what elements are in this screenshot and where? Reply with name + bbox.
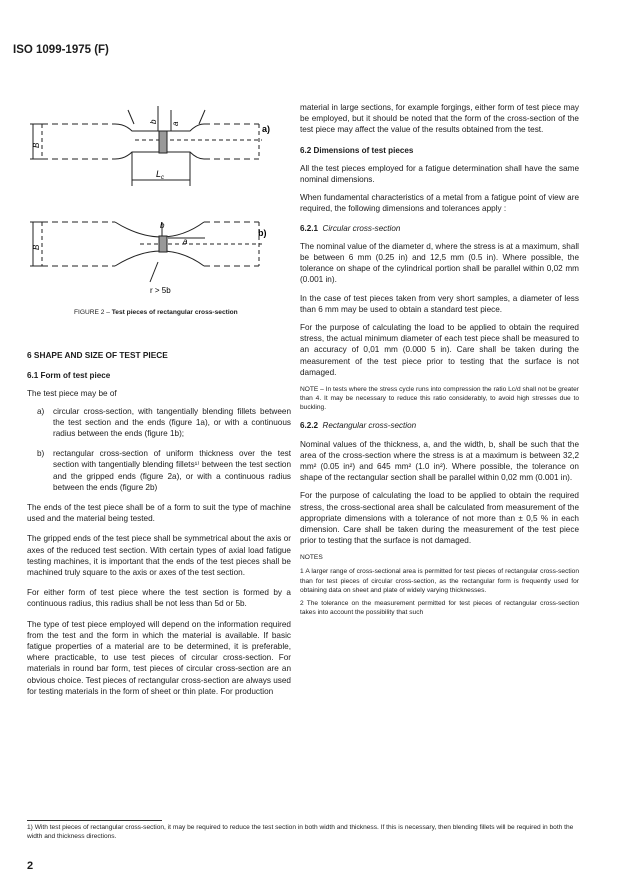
paragraph: The gripped ends of the test piece shall be symmetrical about the axis or axes of the reduced test section. With certain types of axial load fatigue testing machines, it is important that the ends of the test pieces shall be machined truly square to the axis or axes of the test section. [27, 534, 291, 578]
paragraph: material in large sections, for example forgings, either form of test piece may be employed, but it should be noted that the form of the cross-section of the test piece may affect the value of the results obtained from the test. [300, 103, 579, 135]
figure-2-drawing [27, 100, 287, 300]
dim-Lc: $L_c$ [156, 169, 165, 181]
section-6-1-heading: 6.1 Form of test piece [27, 371, 111, 381]
list-item: b) rectangular cross-section of uniform thickness over the test section with tangentially blending fillets¹⁾ between the test section and the gripped ends (figure 2a), or with a continuous radius between the ends (figure 2b) [37, 449, 291, 492]
paragraph: For the purpose of calculating the load to be applied to obtain the required stress, the actual minimum diameter of each test piece shall be measured to an accuracy of 0,01 mm (0.000 5 in). Care shall be taken during the measurement of the test piece prior to testing that the surface is not damaged. [300, 323, 579, 377]
section-6-heading: 6 SHAPE AND SIZE OF TEST PIECE [27, 350, 168, 360]
footnote-rule [27, 820, 162, 821]
section-6-2-1-heading: 6.2.1 Circular cross-section [300, 223, 401, 233]
paragraph: All the test pieces employed for a fatigue determination shall have the same nominal dimensions. [300, 163, 579, 185]
paragraph: The ends of the test piece shall be of a form to suit the type of machine used and the material being tested. [27, 503, 291, 524]
dim-B-b: B [32, 244, 41, 250]
note: 2 The tolerance on the measurement permitted for test pieces of rectangular cross-section takes into account the possibility that such [300, 599, 579, 616]
paragraph: The type of test piece employed will depend on the information required from the test and the form in which the material is available. If basic fatigue properties of a material are to be determined, it is preferable, where practicable, to use test pieces of circular cross-section. For materials in round bar form, test pieces of circular cross-section are an obvious choice. Test pieces of rectangular cross-section are always used for testing materials in the form of sheet or thin plate. For production [27, 619, 291, 696]
dim-a-b: a [183, 237, 188, 246]
dim-a-a: a [171, 121, 180, 126]
dim-b-b: b [160, 221, 165, 230]
note: 1 A larger range of cross-sectional area is permitted for test pieces of rectangular cross-section than for test pieces of circular cross-section, as the rectangular form is frequently used for obtaining data on sheet and plate of widely varying thicknesses. [300, 568, 579, 594]
paragraph: Nominal values of the thickness, a, and the width, b, shall be such that the area of the cross-section where the stress is at a maximum is between 32,2 mm² (0.05 in²) and 645 mm² (1.0 in²). Where possible, the tolerance on shape of the rectangular section shall be parallel within 0,02 mm (0.001 in). [300, 439, 579, 483]
figure-caption: FIGURE 2 – Test pieces of rectangular cross-section [74, 309, 238, 316]
paragraph: The test piece may be of [27, 389, 117, 399]
paragraph: In the case of test pieces taken from very short samples, a diameter of less than 6 mm may be used to obtain a standard test piece. [300, 293, 579, 314]
paragraph: The nominal value of the diameter d, where the stress is at a maximum, shall be between 6 mm (0.25 in) and 12,5 mm (0.5 in). Where possible, the tolerance on shape of the cylindrical portion shall be parallel within 0,02 mm (0.001 in). [300, 241, 579, 285]
paragraph: For either form of test piece where the test section is formed by a continuous radius, this radius shall be not less than 5d or 5b. [27, 588, 291, 609]
dim-b-a: b [149, 119, 158, 124]
document-header: ISO 1099-1975 (F) [13, 44, 109, 56]
paragraph: For the purpose of calculating the load to be applied to obtain the required stress, the cross-sectional area shall be calculated from measurement of the appropriate dimensions with a tolerance of not more than ± 0,5 % in each dimension. Care shall be taken during the measurement of the test piece prior to testing that the surface is not damaged. [300, 491, 579, 546]
section-6-2-heading: 6.2 Dimensions of test pieces [300, 145, 414, 155]
section-6-2-2-heading: 6.2.2 Rectangular cross-section [300, 421, 417, 431]
figure-label-a: a) [262, 124, 271, 134]
figure-label-b: b) [258, 228, 267, 238]
note: NOTE – In tests where the stress cycle runs into compression the ratio Lc/d shall not be greater than 4. It may be necessary to reduce this ratio considerably, to avoid high stresses due to buckling. [300, 386, 579, 412]
notes-heading: NOTES [300, 554, 323, 562]
left-column [27, 350, 291, 697]
right-column [300, 102, 579, 617]
page-number: 2 [27, 860, 34, 872]
footnote: 1) With test pieces of rectangular cross-section, it may be required to reduce the test section in both width and thickness. If this is necessary, then blending fillets will be required in both the width and thickness directions. [27, 824, 574, 840]
list-item: a) circular cross-section, with tangentially blending fillets between the test section and the ends (figure 1a), or with a continuous radius between the ends (figure 1b); [37, 406, 291, 439]
dim-radius: r > 5b [150, 286, 171, 295]
dim-B-a: B [32, 142, 41, 148]
paragraph: When fundamental characteristics of a metal from a fatigue point of view are required, the following dimensions and tolerances apply : [300, 193, 579, 214]
